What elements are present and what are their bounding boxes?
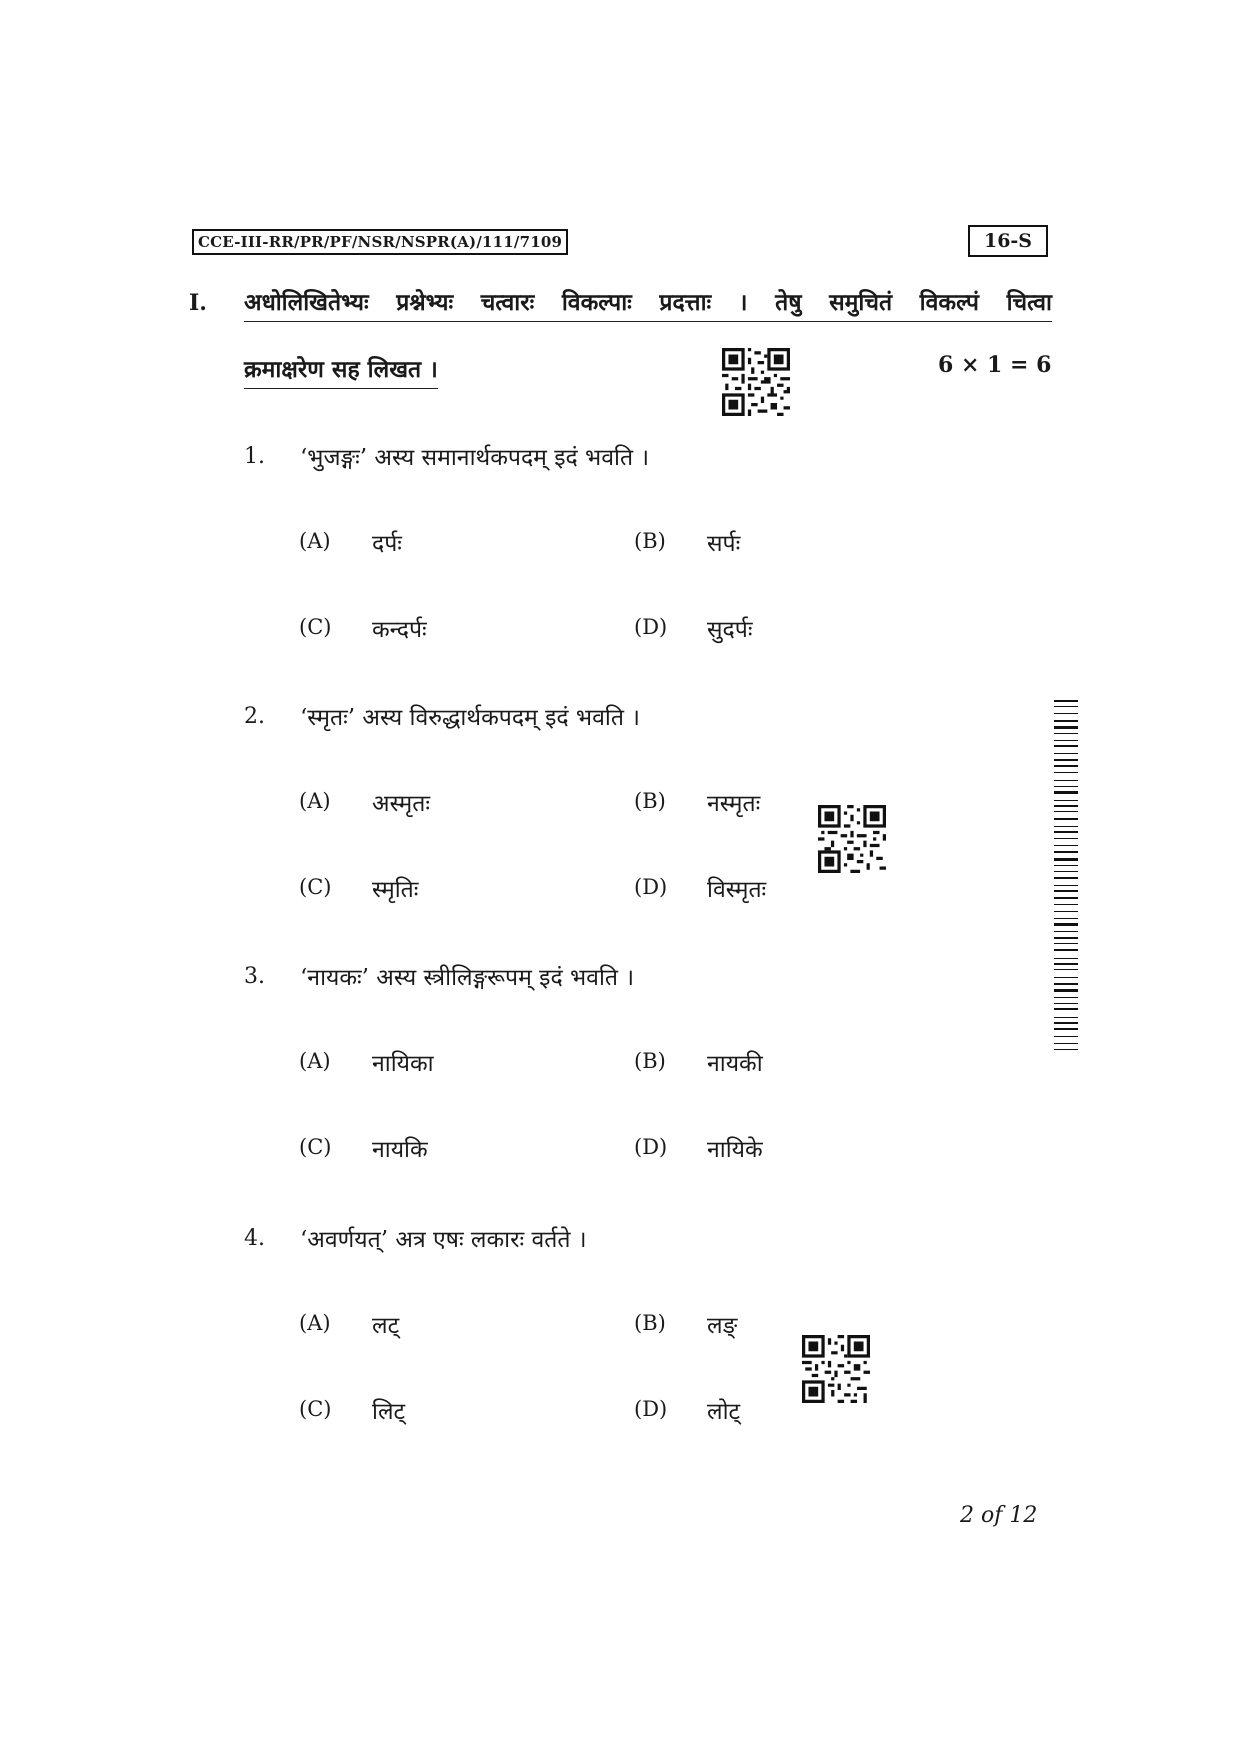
qr-code-icon <box>802 1335 870 1403</box>
option-text: लिट् <box>372 1399 406 1425</box>
option-label: (C) <box>299 615 332 639</box>
option-label: (D) <box>634 1135 668 1159</box>
question-number: 4. <box>244 1226 265 1251</box>
option-label: (B) <box>634 1049 666 1073</box>
barcode-icon <box>1054 700 1078 1052</box>
option-label: (B) <box>634 529 666 553</box>
option-text: सुदर्पः <box>707 617 753 643</box>
question-number: 3. <box>244 964 265 989</box>
option-label: (A) <box>299 1311 331 1335</box>
option-label: (C) <box>299 875 332 899</box>
option-label: (C) <box>299 1397 332 1421</box>
question-text: ‘स्मृतः’ अस्य विरुद्धार्थकपदम् इदं भवति । <box>300 705 640 731</box>
question-text: ‘नायकः’ अस्य स्त्रीलिङ्गरूपम् इदं भवति । <box>300 965 635 991</box>
option-text: दर्पः <box>372 531 402 557</box>
option-text: नायिका <box>372 1051 434 1077</box>
option-label: (A) <box>299 1049 331 1073</box>
option-text: नायकी <box>707 1051 763 1077</box>
option-text: लङ् <box>707 1313 738 1339</box>
page-indicator: 2 of 12 <box>960 1503 1038 1528</box>
option-label: (D) <box>634 875 668 899</box>
option-text: स्मृतिः <box>372 877 419 903</box>
exam-code: CCE-III-RR/PR/PF/NSR/NSPR(A)/111/7109 <box>192 229 568 255</box>
option-text: कन्दर्पः <box>372 617 427 643</box>
option-label: (D) <box>634 615 668 639</box>
paper-code: 16-S <box>968 225 1048 257</box>
option-text: लट् <box>372 1313 400 1339</box>
option-text: नायिके <box>707 1137 763 1163</box>
option-text: लोट् <box>707 1399 741 1425</box>
question-text: ‘अवर्णयत्’ अत्र एषः लकारः वर्तते । <box>300 1227 587 1253</box>
option-label: (B) <box>634 789 666 813</box>
question-number: 1. <box>244 444 265 469</box>
option-text: नस्मृतः <box>707 791 761 817</box>
question-number: 2. <box>244 704 265 729</box>
section-instruction-line1: अधोलिखितेभ्यः प्रश्नेभ्यः चत्वारः विकल्पाः प्रदत्ताः । तेषु समुचितं विकल्पं चित्वा <box>244 285 1052 322</box>
qr-code-icon <box>818 805 886 873</box>
option-text: नायकि <box>372 1137 428 1163</box>
question-text: ‘भुजङ्गः’ अस्य समानार्थकपदम् इदं भवति । <box>300 445 650 471</box>
option-label: (D) <box>634 1397 668 1421</box>
qr-code-icon <box>722 348 790 416</box>
option-label: (A) <box>299 529 331 553</box>
section-number: I. <box>189 290 207 316</box>
option-label: (B) <box>634 1311 666 1335</box>
option-text: सर्पः <box>707 531 741 557</box>
option-text: अस्मृतः <box>372 791 431 817</box>
option-label: (C) <box>299 1135 332 1159</box>
option-text: विस्मृतः <box>707 877 767 903</box>
section-marks: 6 × 1 = 6 <box>938 352 1052 378</box>
option-label: (A) <box>299 789 331 813</box>
section-instruction-line2: क्रमाक्षरेण सह लिखत । <box>244 352 438 389</box>
